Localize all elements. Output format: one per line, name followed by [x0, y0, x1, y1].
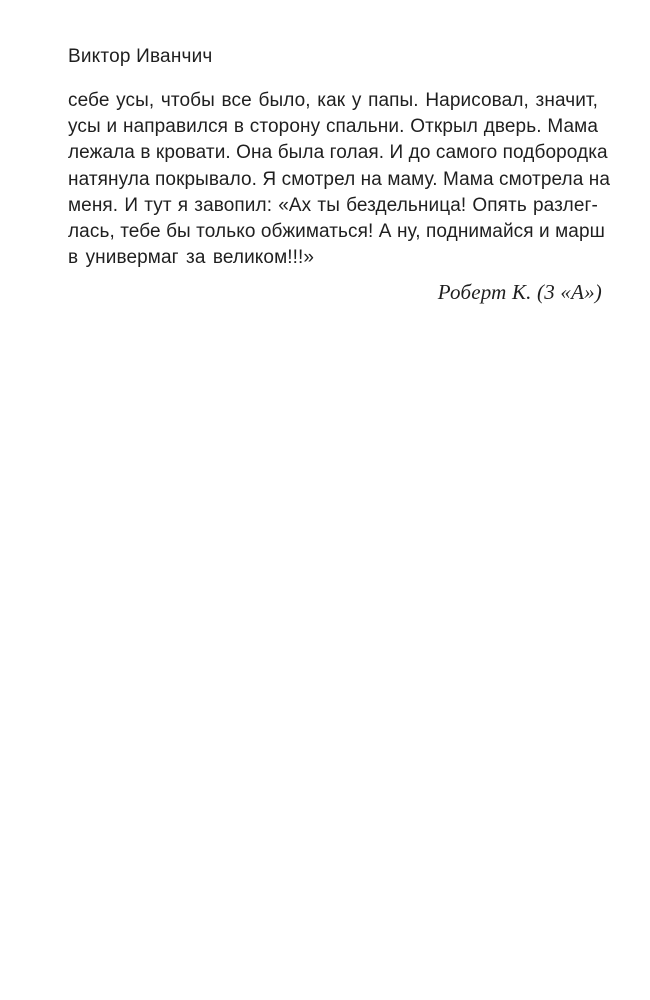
running-header-author: Виктор Иванчич: [68, 46, 213, 67]
story-signature: Роберт К. (3 «А»): [437, 280, 602, 304]
text-line: себе усы, чтобы все было, как у папы. Нарисовал, значит,: [68, 90, 598, 111]
text-line: в универмаг за великом!!!»: [68, 247, 315, 269]
text-line: лась, тебе бы только обжиматься! А ну, поднимайся и марш: [68, 221, 605, 243]
text-line: лежала в кровати. Она была голая. И до самого подбородка: [68, 142, 608, 164]
text-line: меня. И тут я завопил: «Ах ты бездельница! Опять разлег-: [68, 194, 598, 216]
story-text: [68, 88, 611, 271]
text-line: усы и направился в сторону спальни. Открыл дверь. Мама: [68, 116, 598, 138]
text-line: натянула покрывало. Я смотрел на маму. Мама смотрела на: [68, 168, 611, 190]
